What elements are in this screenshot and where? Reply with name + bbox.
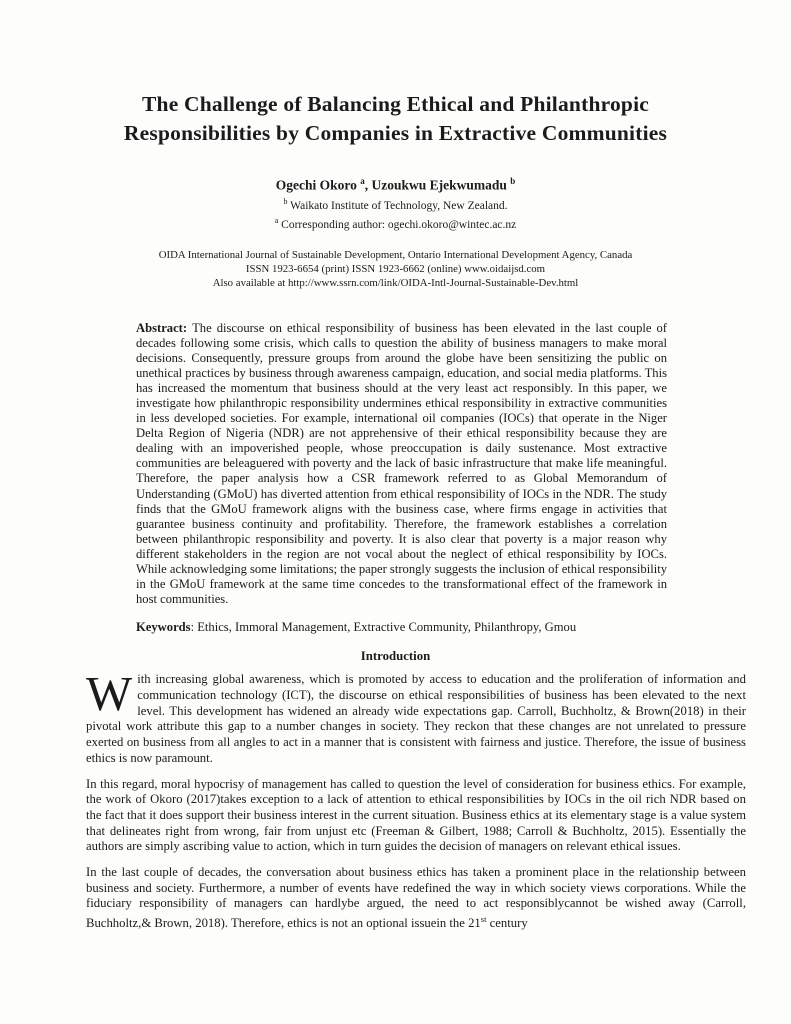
paragraph-3-text: In the last couple of decades, the conversation about business ethics has taken a prominent place in the relationship between business and society. Furthermore, a number of events have redefined the way in which society views corporations. While the fiduciary responsibility of managers can hardlybe argued, the need to act responsiblycannot be wished away (Carroll, Buchholtz,& Brown, 2018). Therefore, ethics is not an optional issuein the 21 xyxy=(86,865,746,931)
abstract-label: Abstract: xyxy=(136,320,193,335)
keywords-label: Keywords xyxy=(136,620,191,635)
section-heading-introduction: Introduction xyxy=(360,649,431,664)
introduction-paragraph-2 xyxy=(86,777,746,856)
journal-name-line: OIDA International Journal of Sustainable Development, Ontario International Development Agency, Canada xyxy=(158,249,633,262)
keywords-text: : Ethics, Immoral Management, Extractive Community, Philanthropy, Gmou xyxy=(190,620,577,635)
paper-title-line-2: Responsibilities by Companies in Extractive Communities xyxy=(123,121,668,145)
paragraph-1-text: ith increasing global awareness, which is promoted by access to education and the proliferation of information and communication technology (ICT), the discourse on ethical responsibilities of business has been elevated to the next level. This development has widened an already wide expectations gap. Carroll, Buchholtz, & Brown(2018) in their pivotal work attribute this gap to a number changes in society. They reckon that these changes are not unrelated to pressure exerted on business from all angles to act in a manner that is consistent with fairness and justice. Therefore, the issue of business ethics is now paramount. xyxy=(86,672,746,765)
ordinal-superscript: st xyxy=(480,914,487,925)
author-2-name: Uzoukwu Ejekwumadu xyxy=(371,177,511,193)
affiliation-text: Waikato Institute of Technology, New Zealand. xyxy=(287,199,508,212)
corresponding-author-line xyxy=(0,213,791,233)
affiliation-mark: b xyxy=(283,196,288,206)
affiliation-line xyxy=(0,194,791,214)
corresponding-text: Corresponding author: ogechi.okoro@wintec.ac.nz xyxy=(278,219,517,232)
author-separator: , xyxy=(364,177,372,193)
drop-cap: W xyxy=(86,666,133,722)
paper-title xyxy=(0,90,791,148)
author-2-affiliation-mark: b xyxy=(510,176,516,186)
introduction-paragraph-3 xyxy=(86,865,746,932)
paper-title-line-1: The Challenge of Balancing Ethical and Philanthropic xyxy=(142,92,649,116)
journal-issn-line: ISSN 1923-6654 (print) ISSN 1923-6662 (online) www.oidaijsd.com xyxy=(245,262,546,275)
journal-info-block xyxy=(0,249,791,290)
author-line xyxy=(0,173,791,194)
paragraph-3-text-end: century xyxy=(486,916,528,931)
paragraph-2-text: In this regard, moral hypocrisy of management has called to question the level of consideration for business ethics. For example, the work of Okoro (2017)takes exception to a lack of attention to ethical responsibilities by IOCs in the oil rich NDR based on the fact that it does support their business interest in the current situation. Business ethics at its elementary stage is a value system that delineates right from wrong, fair from unjust etc (Freeman & Gilbert, 1988; Carroll & Buchholtz, 2015). Essentially the authors are simply ascribing value to action, which in turn guides the decision of managers on relevant ethical issues. xyxy=(86,776,746,854)
keywords-line xyxy=(136,620,667,635)
introduction-paragraph-1 xyxy=(86,666,746,766)
author-1-name: Ogechi Okoro xyxy=(275,177,361,193)
author-1-affiliation-mark: a xyxy=(360,176,365,186)
abstract-block xyxy=(136,321,667,608)
journal-availability-line: Also available at http://www.ssrn.com/link/OIDA-Intl-Journal-Sustainable-Dev.html xyxy=(212,276,579,289)
abstract-text: The discourse on ethical responsibility of business has been elevated in the last couple of decades following some crisis, which calls to question the ability of business managers to make moral decisions. Consequently, pressure groups from around the globe have been sensitizing the public on unethical practices by business through awareness campaign, education, and social media platforms. This has increased the momentum that business should at the very least act responsibly. In this paper, we investigate how philanthropic responsibility undermines ethical responsibility in extractive communities in less developed societies. For example, international oil companies (IOCs) that operate in the Niger Delta Region of Nigeria (NDR) are not apprehensive of their ethical responsibility because they are dealing with an impoverished people, whose preoccupation is daily sustenance. Most extractive communities are beleaguered with poverty and the lack of basic infrastructure that make life meaningful. Therefore, the paper analysis how a CSR framework referred to as Global Memorandum of Understanding (GMoU) has diverted attention from ethical responsibility of IOCs in the NDR. The study finds that the GMoU framework aligns with the business case, where firms engage in activities that guarantee business continuity and profitability. Therefore, the framework establishes a correlation between philanthropic responsibility and poverty. It is also clear that poverty is a major reason why different stakeholders in the region are not vocal about the neglect of ethical responsibility by IOCs. While acknowledging some limitations; the paper strongly suggests the inclusion of ethical responsibility in the GMoU framework at the same time concedes to the transformational effect of the framework in host communities. xyxy=(136,320,667,607)
corresponding-mark: a xyxy=(274,216,279,226)
